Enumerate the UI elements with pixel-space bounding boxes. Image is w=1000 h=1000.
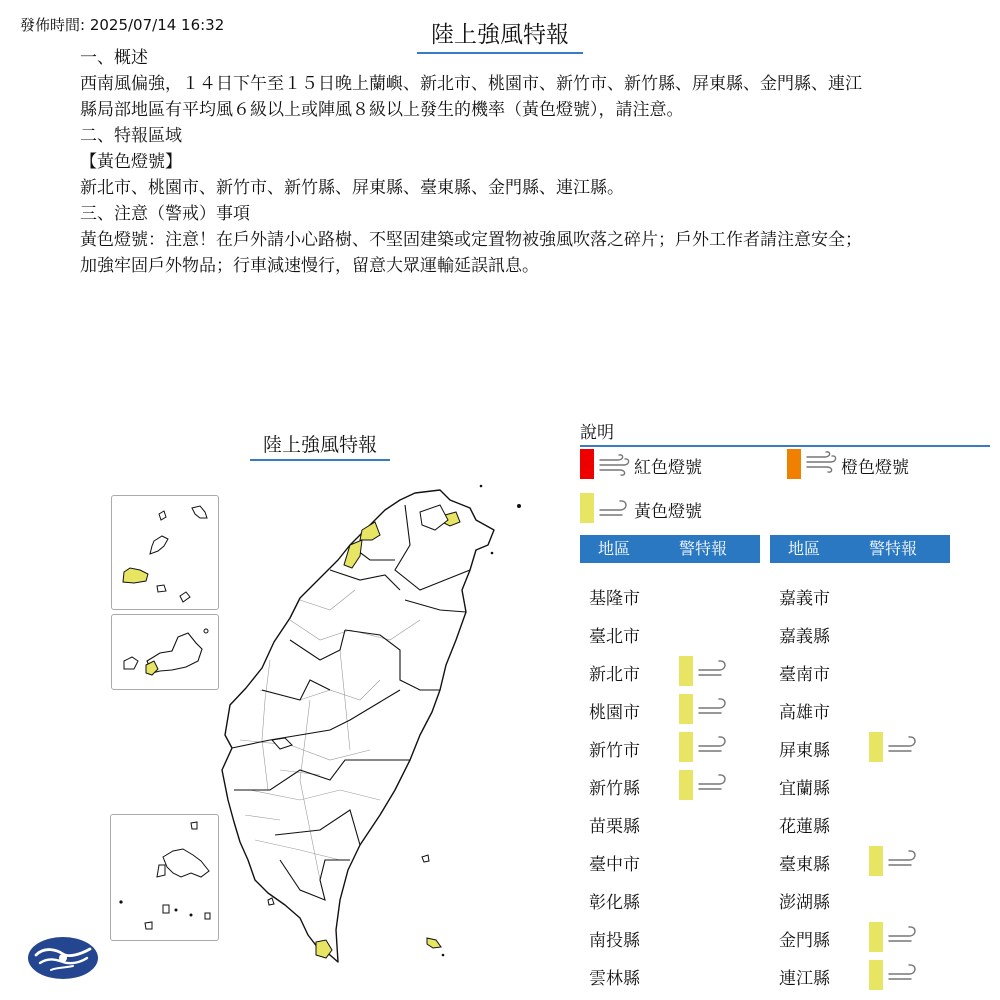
region-name: 屏東縣 — [779, 741, 830, 761]
region-name: 新竹市 — [589, 741, 640, 761]
column-warning: 警特報 — [679, 539, 728, 558]
column-warning: 警特報 — [869, 539, 918, 558]
yellow-warning-marker — [679, 656, 693, 686]
wind-icon — [887, 924, 919, 944]
column-region: 地區 — [788, 539, 821, 558]
region-name: 高雄市 — [779, 703, 830, 723]
wind-icon — [697, 772, 729, 792]
penghu-inset-map — [110, 814, 219, 941]
region-name: 澎湖縣 — [779, 893, 830, 913]
taiwan-map — [0, 460, 570, 1000]
matsu-inset-map — [111, 495, 219, 610]
yellow-warning-marker — [679, 770, 693, 800]
region-name: 基隆市 — [589, 589, 640, 609]
section-heading-overview: 一、概述 — [80, 48, 148, 68]
region-name: 臺北市 — [589, 627, 640, 647]
publish-time: 發佈時間: 2025/07/14 16:32 — [20, 16, 225, 34]
kinmen-inset-map — [111, 614, 219, 690]
region-name: 嘉義市 — [779, 589, 830, 609]
region-name: 臺中市 — [589, 855, 640, 875]
area-list: 新北市、桃園市、新竹市、新竹縣、屏東縣、臺東縣、金門縣、連江縣。 — [80, 178, 624, 198]
region-name: 南投縣 — [589, 931, 640, 951]
region-name: 臺東縣 — [779, 855, 830, 875]
penghu-islands — [111, 815, 218, 940]
region-name: 宜蘭縣 — [779, 779, 830, 799]
map-title: 陸上強風特報 — [250, 430, 390, 461]
cwa-logo — [27, 936, 99, 980]
region-name: 嘉義縣 — [779, 627, 830, 647]
wind-strong-icon — [598, 454, 630, 476]
yellow-warning-marker — [869, 960, 883, 990]
region-name: 臺南市 — [779, 665, 830, 685]
wind-icon — [887, 962, 919, 982]
overview-line: 西南風偏強，１４日下午至１５日晚上蘭嶼、新北市、桃園市、新竹市、新竹縣、屏東縣、金門縣、連江 — [80, 74, 862, 94]
red-swatch — [580, 449, 594, 479]
matsu-islands — [112, 496, 218, 609]
kinmen-islands — [112, 615, 218, 689]
yellow-warning-marker — [679, 732, 693, 762]
region-name: 桃園市 — [589, 703, 640, 723]
region-name: 苗栗縣 — [589, 817, 640, 837]
yellow-swatch — [580, 493, 594, 523]
region-name: 彰化縣 — [589, 893, 640, 913]
wind-icon — [697, 734, 729, 754]
region-name: 花蓮縣 — [779, 817, 830, 837]
region-name: 雲林縣 — [589, 969, 640, 989]
wind-icon — [887, 848, 919, 868]
caution-line: 黃色燈號：注意！在戶外請小心路樹、不堅固建築或定置物被強風吹落之碎片；戶外工作者請注意安全； — [80, 230, 862, 250]
yellow-warning-marker — [869, 732, 883, 762]
wind-icon — [598, 498, 630, 518]
wind-icon — [697, 658, 729, 678]
caution-line: 加強牢固戶外物品；行車減速慢行，留意大眾運輸延誤訊息。 — [80, 256, 539, 276]
yellow-warning-marker — [869, 846, 883, 876]
region-name: 新竹縣 — [589, 779, 640, 799]
overview-line: 縣局部地區有平均風６級以上或陣風８級以上發生的機率（黃色燈號），請注意。 — [80, 100, 684, 120]
legend-orange-label: 橙色燈號 — [841, 458, 909, 478]
column-region: 地區 — [598, 539, 631, 558]
wind-strong-icon — [805, 451, 837, 473]
area-level: 【黃色燈號】 — [80, 152, 182, 172]
wind-icon — [887, 734, 919, 754]
legend-title: 說明 — [580, 418, 990, 447]
legend-yellow-label: 黃色燈號 — [634, 502, 702, 522]
section-heading-caution: 三、注意（警戒）事項 — [80, 204, 250, 224]
yellow-warning-marker — [679, 694, 693, 724]
wind-icon — [697, 696, 729, 716]
region-name: 金門縣 — [779, 931, 830, 951]
yellow-warning-marker — [869, 922, 883, 952]
table-header-left — [580, 535, 760, 563]
legend-red-label: 紅色燈號 — [634, 458, 702, 478]
section-heading-area: 二、特報區域 — [80, 126, 182, 146]
region-name: 新北市 — [589, 665, 640, 685]
orange-swatch — [787, 449, 801, 479]
table-header-right — [770, 535, 950, 563]
region-name: 連江縣 — [779, 969, 830, 989]
page-title: 陸上強風特報 — [417, 16, 583, 54]
